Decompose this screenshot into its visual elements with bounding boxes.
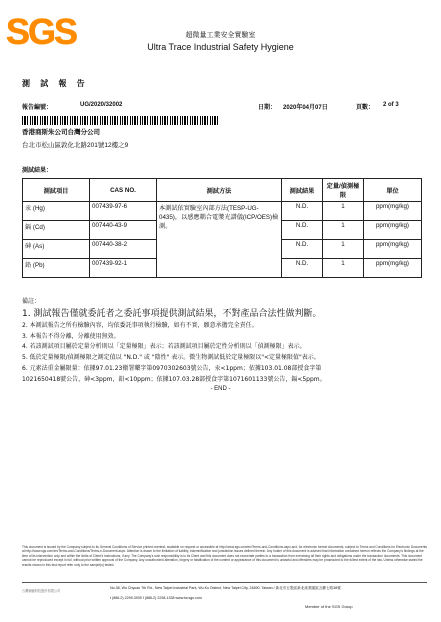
footer-divider [22,582,427,583]
report-no-label: 報告編號： [22,105,53,111]
results-table [22,178,422,278]
note-2: 2. 本測試報告之所有檢驗內容，均依委託事項執行檢驗，如有不實，願意承擔完全責任。 [22,321,258,329]
col-limit: 定量/偵測極限 [323,179,364,202]
unit: ppm(mg/kg) [364,202,422,221]
results-heading: 測試結果： [22,168,53,174]
col-cas: CAS NO. [90,179,157,202]
note-6-line-2: 1021650418號公告，砷<3ppm，鉛<10ppm；依據107.03.28部授食字第1071601133號公告，鎘<5ppm。 [22,375,326,383]
cas-no: 007439-97-6 [90,202,157,221]
item: 砷 (As) [23,240,90,259]
note-1: 1. 測試報告僅就委託者之委託事項提供測試結果，不對產品合法性做判斷。 [22,308,322,319]
disclaimer: This document is issued by the Company subject to its General Conditions of Service printed overleaf, available on request or accessible at http://www.sgs.com/en/Terms-and-Conditions.aspx and, for electronic format documents, subject to Terms and Conditions for Electronic Documents at http://www.sgs.com/en/Terms-and-Conditions/Terms-e-Document.aspx. Attention is drawn to the limitation of liability, indemnification and jurisdiction issues defined therein. Any holder of this document is advised that information contained hereon reflects the Company's findings at the time of its intervention only and within the limits of Client's instructions, if any. The Company's sole responsibility is to its Client and this document does not exonerate parties to a transaction from exercising all their rights and obligations under the transaction documents. This document cannot be reproduced except in full, without prior written approval of the Company. Any unauthorized alteration, forgery or falsification of the content or appearance of this document is unlawful and offenders may be prosecuted to the fullest extent of the law. Unless otherwise stated the results shown in this test report refer only to the sample(s) tested. [22,545,427,567]
col-unit: 單位 [364,179,422,202]
lab-name-cn: 超微量工業安全實驗室 [185,31,256,39]
report-no: UG/2020/32002 [80,102,123,108]
table-header-row [23,179,422,202]
unit: ppm(mg/kg) [364,259,422,278]
item: 鉛 (Pb) [23,259,90,278]
limit: 1 [323,221,364,240]
cas-no: 007440-38-2 [90,240,157,259]
end-marker: - END - [210,386,231,392]
table-row [23,202,422,221]
barcode [22,116,220,125]
result: N.D. [282,221,323,240]
footer-address: No.38, Wu Chyuan 7th Rd., New Taipei Industrial Park, Wu Ku District, New Taipei City, 24890, Taiwan / 新北市五股區新北產業園區五權七路38號 [110,586,341,590]
unit: ppm(mg/kg) [364,240,422,259]
client-address: 台北市松山區敦化北路201號12樓之9 [22,142,129,149]
report-title: 測 試 報 告 [22,79,89,88]
notes-section [22,297,427,386]
member-note: Member of the SGS Group [305,604,353,609]
cas-no: 007439-92-1 [90,259,157,278]
notes-heading: 備註： [22,298,41,305]
result: N.D. [282,240,323,259]
cas-no: 007440-43-9 [90,221,157,240]
limit: 1 [323,240,364,259]
page-label: 頁數： [356,105,375,111]
note-5: 5. 低於定量極限/偵測極限之測定值以 "N.D." 或 "陰性" 表示。微生物測試低於定量極限以"<定量極限值"表示。 [22,354,320,362]
lab-name-en: Ultra Trace Industrial Safety Hygiene [147,42,294,52]
col-result: 測試結果 [282,179,323,202]
col-item: 測試項目 [23,179,90,202]
limit: 1 [323,259,364,278]
footer-phone: t (886-2) 2299-3939 f (886-2) 2298-1338 www.tw.sgs.com [110,596,202,600]
result: N.D. [282,259,323,278]
limit: 1 [323,202,364,221]
report-date: 2020年04月07日 [283,105,328,111]
unit: ppm(mg/kg) [364,221,422,240]
date-label: 日期： [258,105,277,111]
item: 汞 (Hg) [23,202,90,221]
note-4: 4. 若該測試項目屬於定量分析則以「定量極限」表示；若該測試項目屬於定性分析則以「偵測極限」表示。 [22,343,306,351]
note-6-line-1: 6. 元素法重金屬限量：依據97.01.23衛署藥字第0970302603號公告，汞<1ppm；依據103.01.08部授食字第 [22,364,322,372]
item: 鎘 (Cd) [23,221,90,240]
result: N.D. [282,202,323,221]
page-number: 2 of 3 [383,102,399,108]
logo-text: SGS [6,11,77,52]
client-company: 香港商斯朱公司台灣分公司 [22,129,100,136]
col-method: 測試方法 [157,179,282,202]
test-method: 本測試依實驗室內部方法(TESP-UG-0435)，以感應耦合電漿光譜儀(ICP/OES)檢測。 [157,202,282,278]
footer-company: 台灣檢驗科技股份有限公司 [22,589,61,593]
note-3: 3. 本報告不得分離，分離使用無效。 [22,332,120,340]
